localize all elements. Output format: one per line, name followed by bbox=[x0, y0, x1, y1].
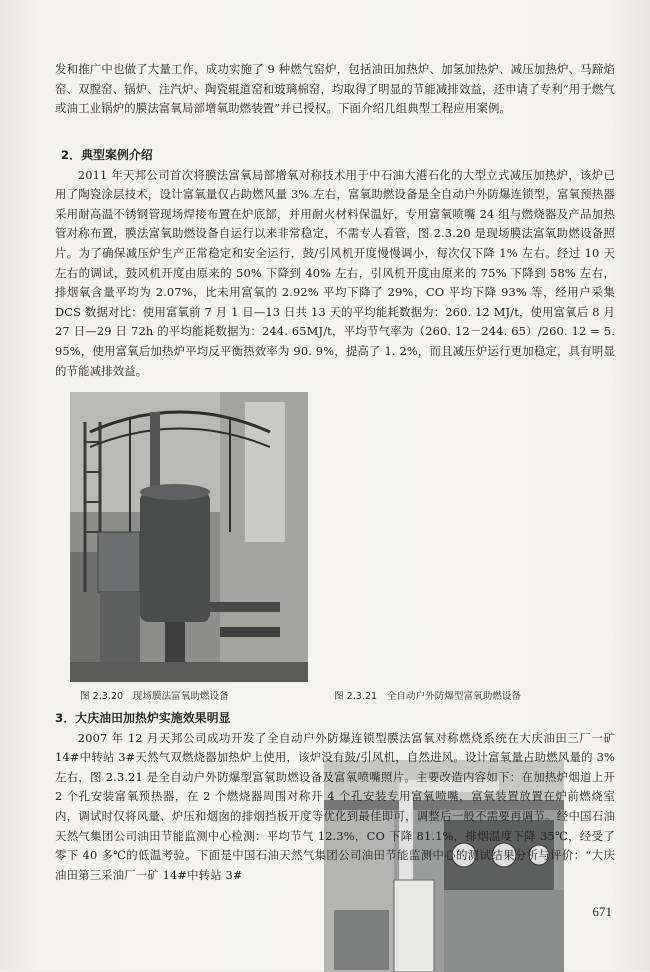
equipment-photo-illustration bbox=[70, 392, 308, 682]
section3-paragraph: 2007 年 12 月天邦公司成功开发了全自动户外防爆连锁型膜法富氧对称燃烧系统在大庆油田三厂一矿 14#中转站 3#天然气双燃烧器加热炉上使用，该炉没有鼓/引风机，自然进风。设计富氧量占助燃风量的 3% 左右，图 2.3.21 是全自动户外防爆型富氧助燃设备及富氧喷嘴照片。主要改造内容如下：在加热炉烟道上开 2 个孔安装富氧预热器，在 2 个燃烧器周围对称开 4 个孔安装专用富氧喷嘴，富氧装置放置在炉前燃烧室内，调试时仅将风量、炉压和烟囱的排烟挡板开度等优化到最佳即可，调整后一般不需要再调节。经中国石油天然气集团公司油田节能监测中心检测：平均节气 12.3%，CO 下降 81.1%，排烟温度下降 35℃，经受了零下 40 多℃的低温考验。下面是中国石油天然气集团公司油田节能监测中心的测试结果分析与评价：“大庆油田第三采油厂一矿 14#中转站 3# bbox=[55, 730, 615, 882]
section3-heading: 3．大庆油田加热炉实施效果明显 bbox=[55, 711, 231, 725]
intro-paragraph: 发和推广中也做了大量工作，成功实施了 9 种燃气窑炉，包括油田加热炉、加氢加热炉、减压加热炉、马蹄焰窑、双膛窑、锅炉、注汽炉、陶瓷辊道窑和玻璃棉窑，均取得了明显的节能减排效益，还申请了专利“用于燃气或油工业锅炉的膜法富氧局部增氧助燃装置”并已授权。下面介绍几组典型工程应用案例。 bbox=[55, 62, 615, 116]
section2-heading: 2．典型案例介绍 bbox=[60, 148, 153, 162]
section2-paragraph: 2011 年天邦公司首次将膜法富氧局部增氧对称技术用于中石油大港石化的大型立式减压加热炉，该炉已用了陶瓷涂层技术，设计富氧量仅占助燃风量 3% 左右，富氧助燃设备是全自动户外防爆连锁型，富氧预热器采用耐高温不锈钢管现场焊接布置在炉底部，并用耐火材料保温好，专用富氧喷嘴 24 组与燃烧器及产品加热管对称布置，膜法富氧助燃设备自运行以来非常稳定，不需专人看管，图 2.3.20 是现场膜法富氧助燃设备照片。为了确保减压炉生产正常稳定和安全运行，鼓/引风机开度慢慢调小，每次仅下降 1% 左右。经过 10 天左右的调试，鼓风机开度由原来的 50% 下降到 40% 左右，引风机开度由原来的 75% 下降到 58% 左右，排烟氧含量平均为 2.07%，比未用富氧的 2.92% 平均下降了 29%，CO 平均下降 93% 等，经用户采集 DCS 数据对比：使用富氧前 7 月 1 日—13 日共 13 天的平均能耗数据为：260. 12 MJ/t，使用富氧后 8 月 27 日—29 日 72h 的平均能耗数据为：244. 65MJ/t，平均节气率为（260. 12－244. 65）/260. 12 = 5. 95%，使用富氧后加热炉平均反平衡热效率为 90. 9%，提高了 1. 2%，而且减压炉运行更加稳定，具有明显的节能减排效益。 bbox=[55, 167, 615, 378]
figure-2-3-21-caption: 图 2.3.21 全自动户外防爆型富氧助燃设备 bbox=[334, 691, 522, 702]
section2-block bbox=[55, 146, 615, 381]
figure-2-3-20-caption: 图 2.3.20 现场膜法富氧助燃设备 bbox=[80, 691, 229, 702]
intro-text-block bbox=[55, 60, 615, 119]
figure-2-3-20-photo bbox=[70, 392, 308, 682]
section3-block bbox=[55, 709, 615, 885]
page-number: 671 bbox=[592, 904, 612, 919]
